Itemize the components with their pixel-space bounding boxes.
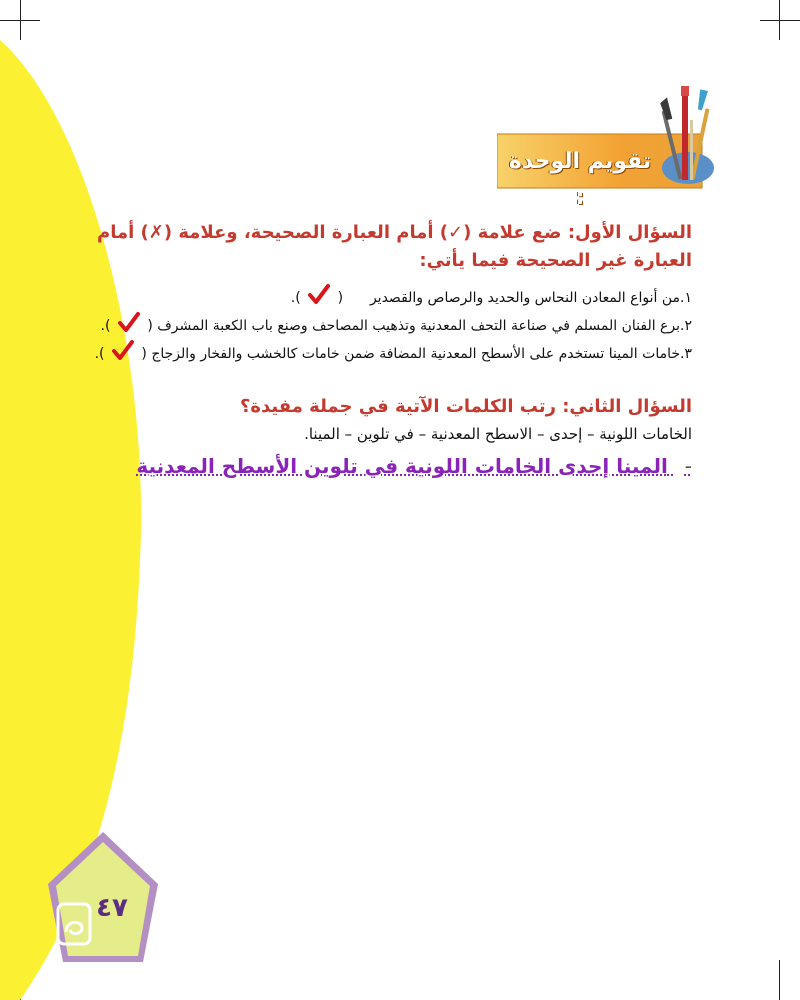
- question-1-item: [291, 284, 692, 312]
- paren-open: (: [147, 318, 153, 334]
- paren-close: ).: [290, 290, 301, 306]
- check-mark-icon: [111, 340, 135, 368]
- page-number: ٤٧: [96, 893, 128, 923]
- unit-title: تقويم الوحدة :: [508, 149, 652, 210]
- question-1-item: [95, 340, 692, 368]
- answer-dash: -: [684, 454, 692, 478]
- paint-brushes-icon: [640, 80, 720, 190]
- item-text: ١.من أنواع المعادن النحاس والحديد والرصاص والقصدير: [369, 290, 692, 306]
- paren-close: ).: [100, 318, 111, 334]
- publisher-logo-icon: [56, 902, 92, 946]
- paren-close: ).: [94, 346, 105, 362]
- question-2-words: الخامات اللونية – إحدى – الاسطح المعدنية – في تلوين – المينا.: [304, 425, 692, 443]
- question-2-answer: [136, 454, 692, 478]
- check-mark-icon: [307, 284, 331, 312]
- check-mark-icon: [117, 312, 141, 340]
- question-1-item: [101, 312, 692, 340]
- answer-text: المينا إحدى الخامات اللونية في تلوين الأسطح المعدنية: [136, 454, 668, 478]
- question-1-title: السؤال الأول: ضع علامة (✓) أمام العبارة الصحيحة، وعلامة (✗) أمام: [97, 222, 692, 243]
- question-2-title: السؤال الثاني: رتب الكلمات الآتية في جملة مفيدة؟: [239, 396, 692, 417]
- question-1-title-continued: العبارة غير الصحيحة فيما يأتي:: [419, 250, 692, 271]
- item-text: ٣.خامات المينا تستخدم على الأسطح المعدنية المضافة ضمن خامات كالخشب والفخار والزجاج: [151, 346, 692, 362]
- paren-open: (: [337, 290, 344, 306]
- paren-open: (: [141, 346, 147, 362]
- item-text: ٢.برع الفنان المسلم في صناعة التحف المعدنية وتذهيب المصاحف وصنع باب الكعبة المشرف: [157, 318, 692, 334]
